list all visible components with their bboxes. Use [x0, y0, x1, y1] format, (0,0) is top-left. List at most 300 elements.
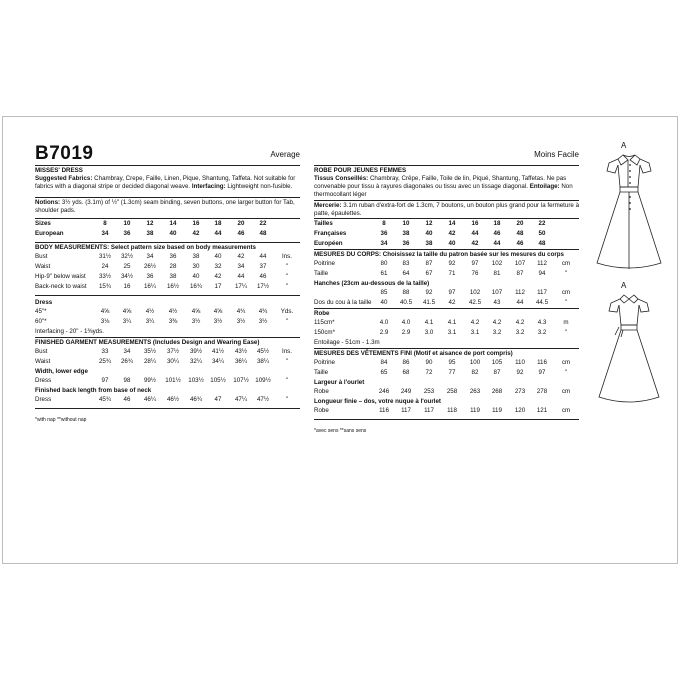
cell-value: 45½: [256, 348, 270, 355]
cell-value: 15¾: [98, 283, 112, 290]
cell-value: 42: [471, 240, 479, 247]
cell-value: 87: [516, 270, 524, 277]
measurement-row: [35, 252, 300, 262]
cell-value: 76: [471, 270, 479, 277]
french-column: [314, 117, 579, 434]
cell-value: 4.2: [470, 319, 480, 326]
cell-value: 3¼: [145, 318, 155, 325]
european-sizes-row: [35, 229, 300, 239]
cell-value: 3.2: [492, 329, 502, 336]
cell-value: 4.1: [447, 319, 457, 326]
cell-value: 39½: [189, 348, 203, 355]
measurement-row: [314, 406, 579, 416]
interfacing-yardage: Interfacing - 20" - 1⅜yds.: [35, 328, 104, 335]
row-label: Hip-9" below waist: [35, 273, 86, 280]
cell-value: 40: [425, 230, 433, 237]
cell-value: 20: [516, 220, 524, 227]
cell-value: 12: [146, 220, 154, 227]
row-label: Sizes: [35, 220, 51, 227]
cell-value: 4½: [168, 308, 178, 315]
notions-paragraph-fr: Mercerie: 3.1m ruban d'extra-fort de 1.3cm, 7 boutons, un bouton plus grand pour la fermeture à patte, épaulettes.: [314, 202, 580, 217]
cell-value: 38¼: [256, 358, 270, 365]
cell-value: 64: [402, 270, 410, 277]
row-label: Waist: [35, 263, 51, 270]
cell-value: 44: [214, 230, 222, 237]
cell-value: 43: [493, 299, 501, 306]
pattern-code: B7019: [35, 143, 94, 164]
cell-value: 38: [146, 230, 154, 237]
footnote: *with nap **without nap: [35, 417, 87, 423]
unit-label: ": [564, 329, 568, 336]
cell-value: 34: [380, 240, 388, 247]
pattern-envelope-back: [2, 116, 678, 564]
cell-value: 45¾: [98, 396, 112, 403]
row-label: 115cm*: [314, 319, 335, 326]
row-label: Bust: [35, 348, 48, 355]
unit-label: cm: [561, 359, 571, 366]
measurement-row: [35, 272, 300, 282]
cell-value: 84: [380, 359, 388, 366]
cell-value: 94: [538, 270, 546, 277]
cell-value: 10: [402, 220, 410, 227]
cell-value: 40: [214, 253, 222, 260]
measurement-row: [314, 269, 579, 279]
unit-label: ": [285, 273, 289, 280]
cell-value: 14: [448, 220, 456, 227]
cell-value: 4.2: [492, 319, 502, 326]
cell-value: 4.2: [515, 319, 525, 326]
cell-value: 16: [471, 220, 479, 227]
cell-value: 4.0: [379, 319, 389, 326]
cell-value: 46: [123, 396, 131, 403]
row-label: Dress: [35, 396, 52, 403]
cell-value: 35½: [143, 348, 157, 355]
cell-value: 24: [101, 263, 109, 270]
cell-value: 36¼: [234, 358, 248, 365]
cell-value: 88: [402, 289, 410, 296]
cell-value: 40.5: [399, 299, 413, 306]
cell-value: 4¾: [258, 308, 268, 315]
cell-value: 42: [448, 299, 456, 306]
cell-value: 101½: [165, 377, 181, 384]
cell-value: 46¾: [189, 396, 203, 403]
cell-value: 33: [101, 348, 109, 355]
cell-value: 61: [380, 270, 388, 277]
measurement-row: [35, 307, 300, 317]
cell-value: 4½: [145, 308, 155, 315]
view-label-front: A: [621, 141, 627, 150]
cell-value: 17¼: [234, 283, 248, 290]
garment-title: MISSES' DRESS: [35, 167, 83, 174]
dress-back-illustration: [591, 281, 671, 416]
english-column: [35, 117, 300, 423]
cell-value: 44.5: [535, 299, 549, 306]
cell-value: 16¼: [143, 283, 157, 290]
unit-label: ": [285, 318, 289, 325]
width-lower-edge-table: [35, 376, 300, 386]
measurement-row: [314, 387, 579, 397]
cell-value: 42: [237, 253, 245, 260]
cell-value: 90: [425, 359, 433, 366]
fabrics-paragraph: Suggested Fabrics: Chambray, Crepe, Faille, Linen, Pique, Shantung, Taffeta. Not suitable for fabrics with a diagonal stripe or decided diagonal weave. Interfacing: Lightweight non-fusible.: [35, 175, 296, 190]
unit-label: ": [564, 369, 568, 376]
width-lower-edge-title: Width, lower edge: [35, 368, 88, 375]
cell-value: 121: [536, 407, 548, 414]
cell-value: 16: [192, 220, 200, 227]
cell-value: 41½: [211, 348, 225, 355]
cell-value: 118: [447, 407, 457, 414]
cell-value: 107: [514, 260, 526, 267]
cell-value: 249: [400, 388, 412, 395]
unit-label: ": [285, 396, 289, 403]
back-length-table: [35, 395, 300, 405]
unit-label: cm: [561, 260, 571, 267]
cell-value: 3.2: [537, 329, 547, 336]
cell-value: 30: [192, 263, 200, 270]
back-length-title: Finished back length from base of neck: [35, 387, 152, 394]
unit-label: cm: [561, 289, 571, 296]
cell-value: 34: [237, 263, 245, 270]
cell-value: 34¼: [211, 358, 225, 365]
cell-value: 3.1: [470, 329, 480, 336]
cell-value: 18: [493, 220, 501, 227]
cell-value: 97: [538, 369, 546, 376]
cell-value: 4⅝: [213, 308, 223, 315]
cell-value: 107½: [233, 377, 249, 384]
unit-label: ": [285, 283, 289, 290]
measurement-row: [314, 368, 579, 378]
cell-value: 42.5: [468, 299, 482, 306]
cell-value: 3⅛: [100, 318, 110, 325]
measurement-row: [35, 262, 300, 272]
cell-value: 273: [514, 388, 526, 395]
cell-value: 36: [169, 253, 177, 260]
cell-value: 8: [382, 220, 386, 227]
garment-title-fr: ROBE POUR JEUNES FEMMES: [314, 167, 407, 174]
measurement-row: [35, 317, 300, 327]
row-label: 60"*: [35, 318, 47, 325]
cell-value: 92: [425, 289, 433, 296]
cell-value: 8: [103, 220, 107, 227]
cell-value: 36: [123, 230, 131, 237]
cell-value: 14: [169, 220, 177, 227]
cell-value: 28¼: [143, 358, 157, 365]
cell-value: 22: [538, 220, 546, 227]
cell-value: 4⅝: [191, 308, 201, 315]
row-label: 150cm*: [314, 329, 335, 336]
cell-value: 34: [146, 253, 154, 260]
body-measurements-table: [35, 252, 300, 292]
cell-value: 34½: [120, 273, 134, 280]
cell-value: 46: [516, 240, 524, 247]
sizes-row-fr: [314, 219, 579, 229]
unit-label: ": [564, 270, 568, 277]
cell-value: 48: [259, 230, 267, 237]
cell-value: 246: [378, 388, 390, 395]
unit-label: cm: [561, 388, 571, 395]
row-label: Dress: [35, 377, 52, 384]
cell-value: 112: [537, 260, 547, 267]
dress-front-illustration: [591, 141, 671, 286]
cell-value: 38: [402, 230, 410, 237]
back-length-table-fr: [314, 406, 579, 416]
row-label: Européen: [314, 240, 343, 247]
row-label: Robe: [314, 407, 329, 414]
cell-value: 82: [471, 369, 479, 376]
cell-value: 109½: [255, 377, 271, 384]
cell-value: 17½: [256, 283, 270, 290]
row-label: Dos du cou à la taille: [314, 299, 372, 306]
cell-value: 36: [380, 230, 388, 237]
row-label: European: [35, 230, 64, 237]
cell-value: 103½: [188, 377, 204, 384]
measurement-row: [314, 288, 579, 298]
cell-value: 10: [123, 220, 131, 227]
measurement-row: [314, 298, 579, 308]
cell-value: 86: [402, 359, 410, 366]
robe-yardage-table-fr: [314, 318, 579, 338]
cell-value: 46: [493, 230, 501, 237]
cell-value: 47¼: [234, 396, 248, 403]
difficulty-level: Average: [270, 150, 300, 159]
cell-value: 48: [516, 230, 524, 237]
cell-value: 117: [424, 407, 434, 414]
cell-value: 41.5: [422, 299, 436, 306]
back-length-title-fr: Longueur finie – dos, votre nuque à l'ourlet: [314, 398, 441, 405]
cell-value: 46¼: [143, 396, 157, 403]
cell-value: 47: [214, 396, 222, 403]
cell-value: 3½: [258, 318, 268, 325]
notions-paragraph: Notions: 3½ yds. (3.1m) of ½" (1.3cm) seam binding, seven buttons, one larger button for Tab, shoulder pads.: [35, 199, 295, 214]
cell-value: 4.1: [424, 319, 434, 326]
body-measurements-title-fr: MESURES DU CORPS: Choisissez la taille du patron basée sur les mesures du corps: [314, 251, 564, 258]
cell-value: 92: [516, 369, 524, 376]
row-label: Taille: [314, 369, 329, 376]
cell-value: 3½: [191, 318, 201, 325]
cell-value: 46: [237, 230, 245, 237]
french-sizes-row: [314, 229, 579, 239]
cell-value: 116: [379, 407, 389, 414]
cell-value: 38: [192, 253, 200, 260]
row-label: Tailles: [314, 220, 333, 227]
cell-value: 3½: [213, 318, 223, 325]
measurement-row: [314, 318, 579, 328]
cell-value: 43½: [234, 348, 248, 355]
cell-value: 268: [491, 388, 503, 395]
cell-value: 44: [237, 273, 245, 280]
cell-value: 17: [214, 283, 222, 290]
cell-value: 44: [471, 230, 479, 237]
cell-value: 38: [169, 273, 177, 280]
cell-value: 4⅝: [122, 308, 132, 315]
row-label: Poitrine: [314, 260, 335, 267]
cell-value: 87: [425, 260, 433, 267]
cell-value: 16½: [166, 283, 180, 290]
row-label: Poitrine: [314, 359, 335, 366]
cell-value: 110: [515, 359, 525, 366]
cell-value: 92: [448, 260, 456, 267]
cell-value: 42: [448, 230, 456, 237]
cell-value: 40: [169, 230, 177, 237]
row-label: Bust: [35, 253, 48, 260]
french-header: [314, 117, 579, 165]
cell-value: 18: [214, 220, 222, 227]
cell-value: 42: [214, 273, 222, 280]
cell-value: 42: [192, 230, 200, 237]
cell-value: 65: [380, 369, 388, 376]
body-measurements-table-fr: [314, 259, 579, 279]
view-label-back: A: [621, 281, 627, 290]
cell-value: 119: [492, 407, 502, 414]
cell-value: 40: [192, 273, 200, 280]
cell-value: 117: [537, 289, 547, 296]
cell-value: 95: [448, 359, 456, 366]
cell-value: 120: [514, 407, 526, 414]
dress-front-drawing: [591, 141, 671, 281]
dress-yardage-title: Dress: [35, 299, 53, 306]
english-header: [35, 117, 300, 165]
cell-value: 102: [491, 260, 503, 267]
unit-label: ": [564, 299, 568, 306]
row-label: Taille: [314, 270, 329, 277]
cell-value: 38: [425, 240, 433, 247]
cell-value: 3⅜: [168, 318, 178, 325]
cell-value: 36: [402, 240, 410, 247]
cell-value: 40: [448, 240, 456, 247]
finished-measurements-table-fr: [314, 358, 579, 378]
cell-value: 16: [123, 283, 131, 290]
cell-value: 4.3: [537, 319, 547, 326]
footnote-fr: *avec sens **sans sens: [314, 428, 367, 434]
cell-value: 102: [469, 289, 481, 296]
cell-value: 68: [402, 369, 410, 376]
cell-value: 26½: [143, 263, 157, 270]
cell-value: 33½: [98, 273, 112, 280]
cell-value: 3½: [236, 318, 246, 325]
hips-title-fr: Hanches (23cm au-dessous de la taille): [314, 280, 430, 287]
cell-value: 34: [123, 348, 131, 355]
cell-value: 46½: [166, 396, 180, 403]
dress-yardage-table: [35, 307, 300, 327]
cell-value: 40: [380, 299, 388, 306]
cell-value: 97: [101, 377, 109, 384]
measurement-row: [314, 328, 579, 338]
measurement-row: [35, 347, 300, 357]
cell-value: 50: [538, 230, 546, 237]
cell-value: 37½: [166, 348, 180, 355]
cell-value: 34: [101, 230, 109, 237]
cell-value: 87: [493, 369, 501, 376]
cell-value: 278: [536, 388, 548, 395]
cell-value: 263: [469, 388, 481, 395]
cell-value: 2.9: [401, 329, 411, 336]
difficulty-level-fr: Moins Facile: [534, 150, 579, 159]
cell-value: 32¼: [189, 358, 203, 365]
cell-value: 4⅝: [100, 308, 110, 315]
unit-label: m: [563, 319, 569, 326]
unit-label: ": [285, 377, 289, 384]
measurement-row: [314, 259, 579, 269]
cell-value: 116: [537, 359, 547, 366]
cell-value: 30¼: [166, 358, 180, 365]
cell-value: 2.9: [379, 329, 389, 336]
interfacing-yardage-fr: Entoilage - 51cm - 1.3m: [314, 339, 380, 346]
finished-measurements-table: [35, 347, 300, 367]
fabrics-paragraph-fr: Tissus Conseillés: Chambray, Crêpe, Faille, Toile de lin, Piqué, Shantung, Taffetas. Ne pas convenable pour tissu à rayures diagonales ou tissu avec un tissage diagonal. Entoilage: Non thermocollant léger: [314, 175, 573, 198]
cell-value: 47½: [256, 396, 270, 403]
cell-value: 4.0: [401, 319, 411, 326]
cell-value: 83: [402, 260, 410, 267]
cell-value: 105: [491, 359, 503, 366]
cell-value: 3¼: [122, 318, 132, 325]
dress-back-drawing: [591, 281, 671, 411]
width-hem-title-fr: Largeur à l'ourlet: [314, 379, 365, 386]
row-label: 45"*: [35, 308, 47, 315]
cell-value: 44: [259, 253, 267, 260]
cell-value: 77: [448, 369, 456, 376]
cell-value: 81: [493, 270, 501, 277]
row-label: Back-neck to waist: [35, 283, 87, 290]
cell-value: 25: [123, 263, 131, 270]
measurement-row: [35, 357, 300, 367]
unit-label: Yds.: [280, 308, 294, 315]
cell-value: 258: [446, 388, 458, 395]
cell-value: 44: [493, 240, 501, 247]
hips-table-fr: [314, 288, 579, 298]
cell-value: 85: [380, 289, 388, 296]
width-hem-table-fr: [314, 387, 579, 397]
unit-label: Ins.: [282, 253, 292, 260]
cell-value: 80: [380, 260, 388, 267]
finished-measurements-title-fr: MESURES DES VÊTEMENTS FINI (Motif et aisance de port compris): [314, 350, 513, 357]
cell-value: 12: [425, 220, 433, 227]
cell-value: 46: [259, 273, 267, 280]
cell-value: 105½: [210, 377, 226, 384]
cell-value: 97: [448, 289, 456, 296]
cell-value: 4¾: [236, 308, 246, 315]
cell-value: 37: [259, 263, 267, 270]
cell-value: 117: [401, 407, 411, 414]
body-measurements-title: BODY MEASUREMENTS: Select pattern size based on body measurements: [35, 244, 256, 251]
cell-value: 3.1: [447, 329, 457, 336]
finished-measurements-title: FINISHED GARMENT MEASUREMENTS (Includes Design and Wearing Ease): [35, 339, 260, 346]
sizes-row: [35, 219, 300, 229]
cell-value: 112: [515, 289, 525, 296]
cell-value: 253: [423, 388, 435, 395]
robe-yardage-title-fr: Robe: [314, 310, 330, 317]
european-sizes-row-fr: [314, 239, 579, 249]
cell-value: 16¾: [189, 283, 203, 290]
cell-value: 3.0: [424, 329, 434, 336]
cell-value: 32½: [120, 253, 134, 260]
unit-label: ": [285, 263, 289, 270]
cell-value: 72: [425, 369, 433, 376]
cell-value: 25¾: [98, 358, 112, 365]
unit-label: Ins.: [282, 348, 292, 355]
cell-value: 100: [469, 359, 481, 366]
row-label: Waist: [35, 358, 51, 365]
cell-value: 26¾: [120, 358, 134, 365]
cell-value: 98: [123, 377, 131, 384]
back-neck-table-fr: [314, 298, 579, 308]
cell-value: 31½: [98, 253, 112, 260]
cell-value: 71: [448, 270, 456, 277]
cell-value: 20: [237, 220, 245, 227]
cell-value: 3.2: [515, 329, 525, 336]
unit-label: cm: [561, 407, 571, 414]
cell-value: 22: [259, 220, 267, 227]
row-label: Robe: [314, 388, 329, 395]
